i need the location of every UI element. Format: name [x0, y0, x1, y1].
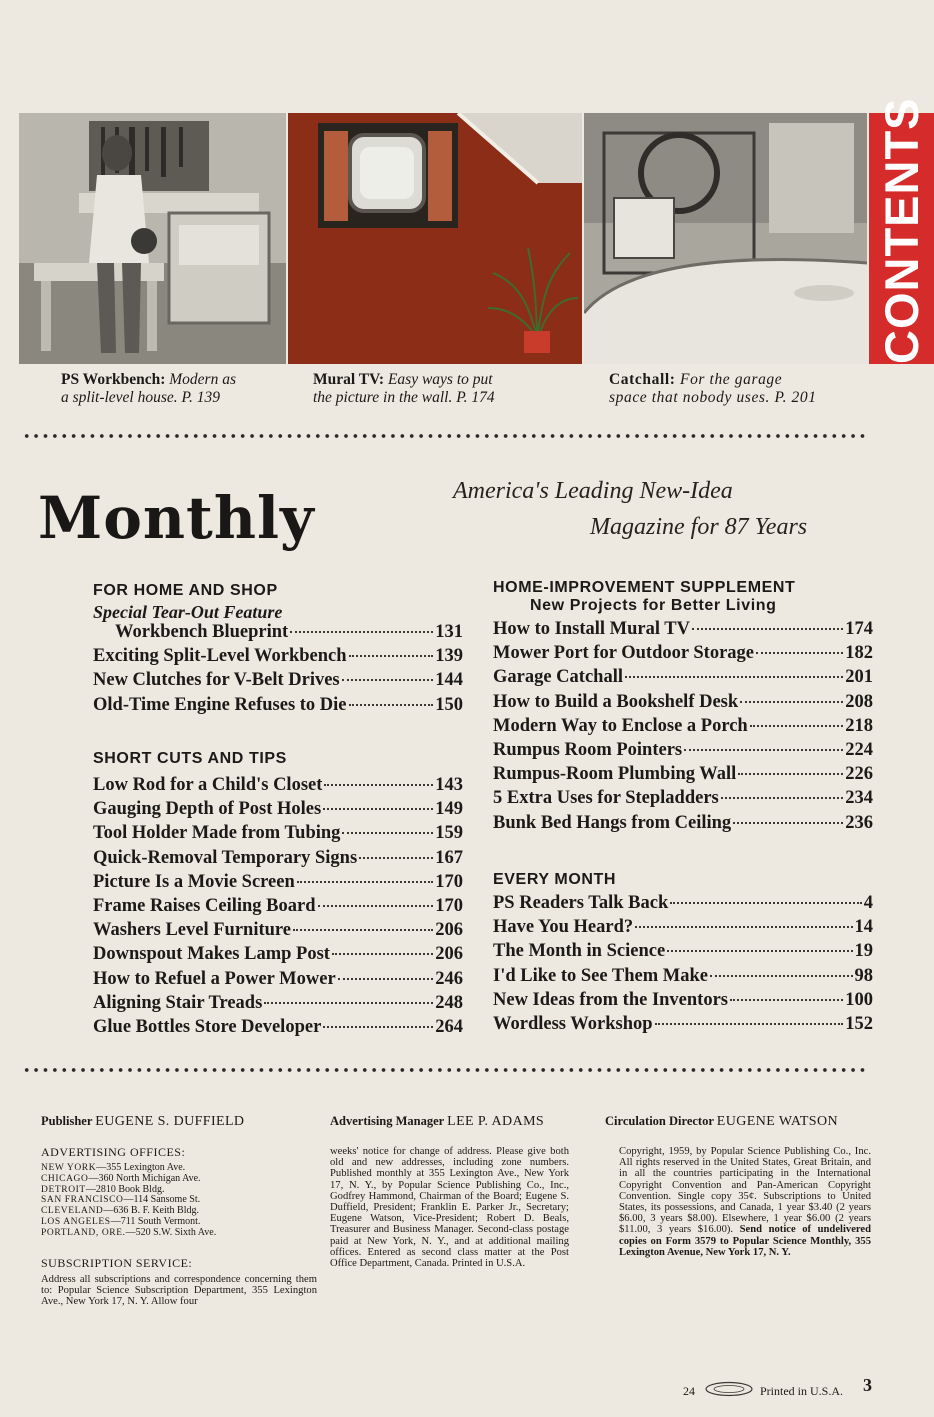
publisher-name: EUGENE S. DUFFIELD: [95, 1114, 245, 1129]
circulation-credit: [605, 1114, 838, 1130]
dotted-divider-bottom: [22, 1067, 867, 1073]
union-label-icon: [704, 1381, 754, 1397]
section-heading-every-month: EVERY MONTH: [493, 871, 617, 888]
toc-item[interactable]: Picture Is a Movie Screen 170: [93, 871, 463, 892]
contents-tab: [869, 97, 934, 364]
section-heading-short-cuts: SHORT CUTS AND TIPS: [93, 750, 287, 767]
toc-item[interactable]: Downspout Makes Lamp Post 206: [93, 944, 463, 965]
masthead-title: Monthly: [38, 484, 315, 552]
printed-in-usa: Printed in U.S.A.: [760, 1384, 844, 1398]
subheading-supplement: New Projects for Better Living: [530, 597, 777, 614]
toc-item[interactable]: 5 Extra Uses for Stepladders 234: [493, 788, 873, 809]
toc-item[interactable]: Washers Level Furniture 206: [93, 920, 463, 941]
toc-item[interactable]: Mower Port for Outdoor Storage 182: [493, 643, 873, 664]
ad-manager-label: Advertising Manager: [330, 1114, 444, 1128]
subscription-text: Address all subscriptions and correspondence concerning them to: Popular Science Subscription Department, 355 Lexington Ave., New York 17, N. Y. Allow four: [41, 1274, 317, 1308]
mural-tv-illustration: [288, 113, 582, 364]
section-heading-home-shop: FOR HOME AND SHOP: [93, 582, 278, 599]
office-item: DETROIT—2810 Book Bldg.: [41, 1183, 165, 1195]
toc-item[interactable]: Low Rod for a Child's Closet 143: [93, 775, 463, 795]
caption-catchall: [609, 371, 817, 407]
toc-item[interactable]: Frame Raises Ceiling Board 170: [93, 895, 463, 916]
masthead-tagline-2: Magazine for 87 Years: [590, 514, 808, 540]
mural-tv-photo: [288, 113, 582, 364]
circulation-label: Circulation Director: [605, 1114, 714, 1128]
toc-item[interactable]: Gauging Depth of Post Holes 149: [93, 799, 463, 820]
toc-item[interactable]: Glue Bottles Store Developer 264: [93, 1016, 463, 1037]
catchall-photo: [584, 113, 867, 364]
toc-list-short-cuts: [93, 775, 463, 1041]
toc-item[interactable]: Garage Catchall 201: [493, 667, 873, 688]
caption-workbench-text-1: Modern as: [169, 371, 236, 388]
caption-workbench-text-2: a split-level house. P. 139: [61, 389, 220, 406]
offices-list: [41, 1163, 216, 1239]
workbench-photo: [19, 113, 286, 364]
masthead-tagline-1: America's Leading New-Idea: [453, 478, 733, 504]
toc-item[interactable]: Aligning Stair Treads 248: [93, 992, 463, 1013]
toc-item[interactable]: Wordless Workshop 152: [493, 1013, 873, 1034]
toc-item[interactable]: New Clutches for V-Belt Drives 144: [93, 670, 463, 691]
contents-label: CONTENTS: [875, 97, 928, 364]
publisher-label: Publisher: [41, 1114, 93, 1128]
caption-catchall-text-1: For the garage: [680, 371, 783, 388]
toc-item[interactable]: Rumpus-Room Plumbing Wall 226: [493, 764, 873, 785]
union-number: 24: [683, 1384, 695, 1398]
section-heading-supplement: HOME-IMPROVEMENT SUPPLEMENT: [493, 579, 796, 596]
office-item: CHICAGO—360 North Michigan Ave.: [41, 1172, 201, 1184]
ad-manager-credit: [330, 1114, 544, 1130]
circulation-name: EUGENE WATSON: [716, 1114, 839, 1129]
copyright-text: Copyright, 1959, by Popular Science Publishing Co., Inc. All rights reserved in the United States, Great Britain, and in all the countries participating in the International Copyright Convention and Pan-American Copyright Convention. Single copy 35¢. Subscriptions to United States, its possessions, and Canada, 1 year $3.40 (2 years $6.00, 3 years $8.00). Elsewhere, 1 year $6.00 (2 years $11.00, 3 years $16.00).: [619, 1146, 871, 1236]
toc-item[interactable]: Tool Holder Made from Tubing 159: [93, 823, 463, 844]
toc-item[interactable]: Exciting Split-Level Workbench 139: [93, 646, 463, 667]
subscription-heading: SUBSCRIPTION SERVICE:: [41, 1256, 193, 1270]
toc-item[interactable]: How to Refuel a Power Mower 246: [93, 968, 463, 989]
ad-manager-name: LEE P. ADAMS: [447, 1114, 545, 1129]
caption-mural-tv-text-1: Easy ways to put: [387, 371, 493, 388]
toc-item[interactable]: New Ideas from the Inventors 100: [493, 989, 873, 1010]
copyright-bold-text: Send notice of undelivered copies on Form 3579 to Popular Science Monthly, 355 Lexington Avenue, New York 17, N. Y.: [619, 1224, 872, 1258]
dotted-divider-top: [22, 433, 867, 439]
toc-item[interactable]: Old-Time Engine Refuses to Die 150: [93, 694, 463, 715]
caption-catchall-text-2: space that nobody uses. P. 201: [609, 389, 817, 406]
office-item: SAN FRANCISCO—114 Sansome St.: [41, 1194, 201, 1206]
toc-item[interactable]: Modern Way to Enclose a Porch 218: [493, 715, 873, 736]
caption-mural-tv-label: Mural TV:: [313, 371, 385, 388]
caption-mural-tv: [313, 371, 495, 407]
catchall-illustration: [584, 113, 867, 364]
caption-catchall-label: Catchall:: [609, 371, 676, 388]
toc-item[interactable]: Bunk Bed Hangs from Ceiling 236: [493, 812, 873, 833]
office-item: NEW YORK—355 Lexington Ave.: [41, 1162, 186, 1173]
copyright-notice: [619, 1146, 871, 1258]
toc-item[interactable]: Workbench Blueprint 131: [115, 622, 463, 642]
toc-item[interactable]: Quick-Removal Temporary Signs 167: [93, 847, 463, 868]
publisher-credit: [41, 1114, 244, 1130]
toc-item[interactable]: How to Install Mural TV 174: [493, 619, 873, 639]
toc-item[interactable]: PS Readers Talk Back 4: [493, 893, 873, 913]
toc-list-every-month: [493, 893, 873, 1038]
caption-mural-tv-text-2: the picture in the wall. P. 174: [313, 389, 495, 406]
workbench-illustration: [19, 113, 286, 364]
toc-item[interactable]: Have You Heard? 14: [493, 917, 873, 938]
subheading-tear-out: Special Tear-Out Feature: [93, 602, 283, 622]
caption-workbench-label: PS Workbench:: [61, 371, 166, 388]
toc-item[interactable]: The Month in Science 19: [493, 941, 873, 962]
office-item: CLEVELAND—636 B. F. Keith Bldg.: [41, 1205, 200, 1217]
office-item: LOS ANGELES—711 South Vermont.: [41, 1215, 201, 1227]
offices-heading: ADVERTISING OFFICES:: [41, 1145, 186, 1159]
toc-item[interactable]: How to Build a Bookshelf Desk 208: [493, 691, 873, 712]
office-item: PORTLAND, ORE.—520 S.W. Sixth Ave.: [41, 1226, 217, 1238]
page-number: 3: [863, 1375, 872, 1395]
toc-item[interactable]: I'd Like to See Them Make 98: [493, 965, 873, 986]
toc-item[interactable]: Rumpus Room Pointers 224: [493, 739, 873, 760]
toc-list-home-shop: [93, 622, 463, 719]
publication-notice: weeks' notice for change of address. Please give both old and new addresses, including zone numbers. Published monthly at 355 Lexington Ave., New York 17, N. Y., by Popular Science Publishing Co., Inc., Godfrey Hammond, Chairman of the Board; Eugene S. Duffield, President; Franklin E. Parker Jr., Secretary; Eugene Watson, Vice-President; Robert D. Beals, Treasurer and Business Manager. Second-class postage paid at New York, N. Y., and at additional mailing offices. Entered as second class matter at the Post Office Department, Canada. Printed in U.S.A.: [330, 1146, 569, 1270]
toc-list-supplement: [493, 619, 873, 837]
caption-workbench: [61, 371, 236, 407]
